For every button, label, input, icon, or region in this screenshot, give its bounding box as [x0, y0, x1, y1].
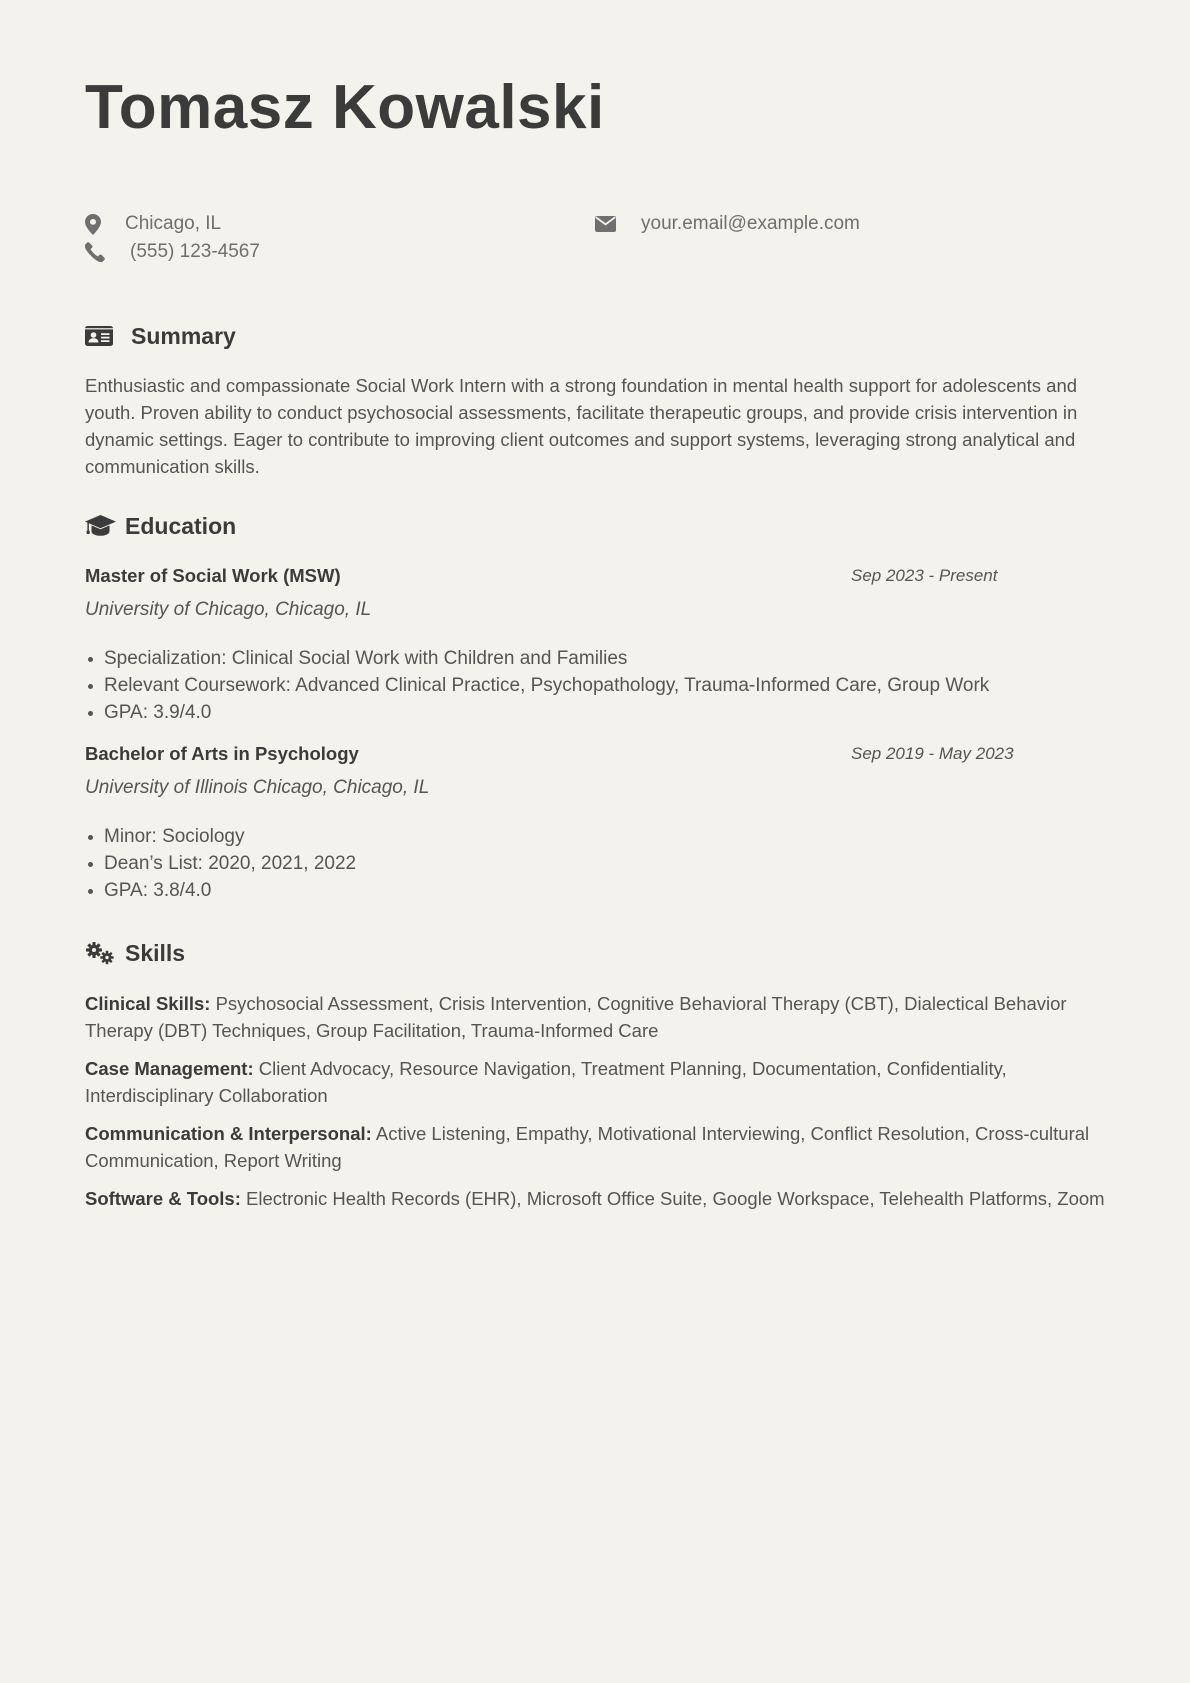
contact-location	[85, 211, 221, 237]
skill-label: Case Management:	[85, 1058, 254, 1079]
degree-dates: Sep 2019 - May 2023	[851, 744, 1014, 763]
skills-header	[85, 937, 185, 969]
degree-title: Bachelor of Arts in Psychology	[85, 743, 359, 764]
skill-items: Active Listening, Empathy, Motivational Interviewing, Conflict Resolution, Cross-cultural Communication, Report Writing	[85, 1123, 1090, 1171]
location-text: Chicago, IL	[125, 213, 222, 234]
skill-items: Client Advocacy, Resource Navigation, Treatment Planning, Documentation, Confidentiality, Interdisciplinary Collaboration	[85, 1058, 1007, 1106]
skill-group	[85, 1185, 1105, 1212]
skill-label: Clinical Skills:	[85, 993, 211, 1014]
resume-page	[85, 0, 1105, 1683]
bullet-item: Minor: Sociology	[85, 823, 356, 850]
phone-text: (555) 123-4567	[130, 241, 260, 262]
email-text: your.email@example.com	[641, 213, 860, 234]
skill-items: Psychosocial Assessment, Crisis Intervention, Cognitive Behavioral Therapy (CBT), Dialectical Behavior Therapy (DBT) Techniques, Group Facilitation, Trauma-Informed Care	[85, 993, 1067, 1041]
education-bullets	[85, 823, 356, 904]
bullet-item: Relevant Coursework: Advanced Clinical Practice, Psychopathology, Trauma-Informed Care, Group Work	[85, 672, 989, 699]
education-header	[85, 510, 236, 542]
summary-title: Summary	[131, 322, 236, 349]
contact-email	[595, 211, 860, 237]
skill-label: Communication & Interpersonal:	[85, 1123, 372, 1144]
summary-header	[85, 320, 236, 352]
skill-label: Software & Tools:	[85, 1188, 241, 1209]
map-marker-icon	[85, 214, 125, 235]
skill-group	[85, 1120, 1105, 1174]
bullet-item: Dean’s List: 2020, 2021, 2022	[85, 850, 356, 877]
degree-title: Master of Social Work (MSW)	[85, 565, 341, 586]
skills-title: Skills	[125, 939, 186, 966]
contact-phone	[85, 239, 260, 265]
bullet-item: Specialization: Clinical Social Work with Children and Families	[85, 645, 989, 672]
skill-group	[85, 1055, 1105, 1109]
school-name: University of Chicago, Chicago, IL	[85, 599, 372, 620]
skill-group	[85, 990, 1105, 1044]
candidate-name: Tomasz Kowalski	[85, 73, 605, 142]
summary-text: Enthusiastic and compassionate Social Work Intern with a strong foundation in mental health support for adolescents and youth. Proven ability to conduct psychosocial assessments, facilitate therapeutic groups, and provide crisis intervention in dynamic settings. Eager to contribute to improving client outcomes and support systems, leveraging strong analytical and communication skills.	[85, 375, 1078, 477]
phone-icon	[85, 242, 130, 262]
education-title: Education	[125, 512, 237, 539]
envelope-icon	[595, 216, 641, 232]
degree-dates: Sep 2023 - Present	[851, 566, 998, 585]
skill-items: Electronic Health Records (EHR), Microsoft Office Suite, Google Workspace, Telehealth Platforms, Zoom	[246, 1188, 1105, 1209]
education-bullets	[85, 645, 989, 726]
bullet-item: GPA: 3.8/4.0	[85, 877, 356, 904]
id-card-icon	[85, 326, 131, 346]
bullet-item: GPA: 3.9/4.0	[85, 699, 989, 726]
school-name: University of Illinois Chicago, Chicago, IL	[85, 777, 430, 798]
